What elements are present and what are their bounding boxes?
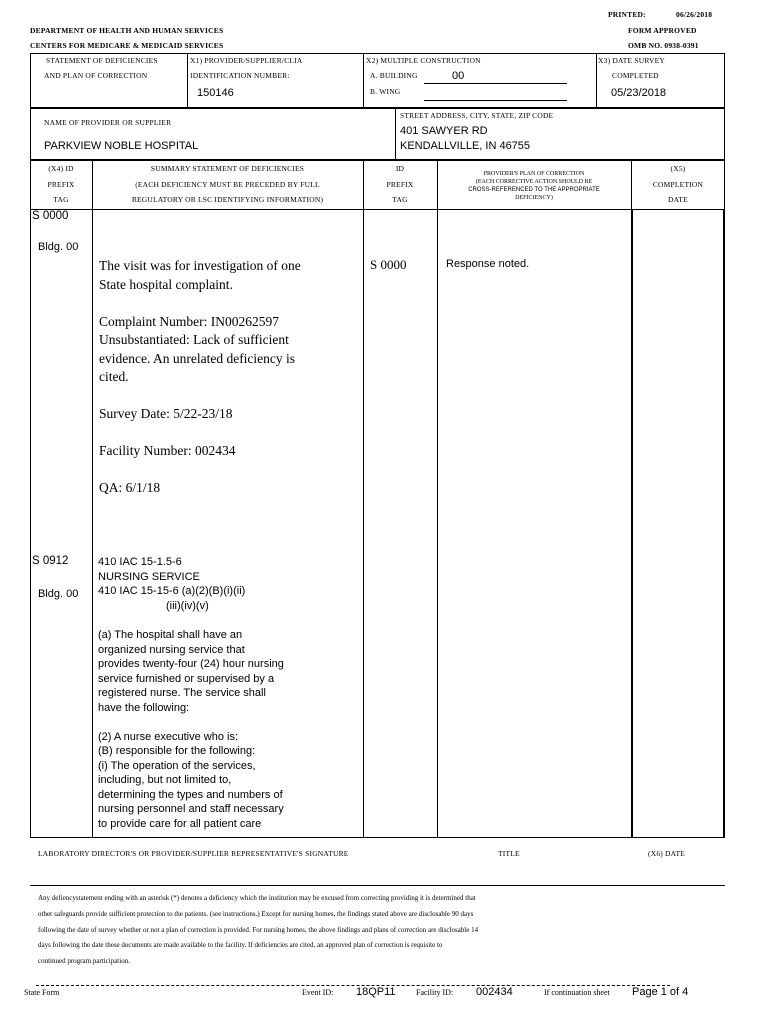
row1-prefix-tag: S 0000 [32, 210, 69, 222]
x3-label: X3) DATE SURVEY [598, 56, 665, 65]
survey-date-value: 05/23/2018 [611, 87, 667, 99]
col-plan-line2: (EACH CORRECTIVE ACTION SHOULD BE [475, 179, 593, 185]
address-label: STREET ADDRESS, CITY, STATE, ZIP CODE [400, 111, 554, 120]
address-line-1: 401 SAWYER RD [400, 125, 488, 137]
x3-sub-label: COMPLETED [612, 71, 659, 80]
building-label: A. BUILDING [370, 71, 418, 80]
title-label: TITLE [498, 849, 520, 858]
col-plan-line3: CROSS-REFERENCED TO THE APPROPRIATE [468, 187, 600, 193]
col-x4-line1: (X4) ID [48, 164, 74, 173]
printed-date: 06/26/2018 [676, 10, 713, 19]
col-x5-line3: DATE [668, 195, 688, 204]
facility-id-value: 002434 [476, 986, 513, 998]
x6-date-label: (X6) DATE [648, 849, 686, 858]
continuation-label: If continuation sheet [544, 988, 610, 997]
provider-name-label: NAME OF PROVIDER OR SUPPLIER [44, 118, 172, 127]
row2-regulation-indent: (iii)(iv)(v) [166, 600, 209, 612]
col-id-line1: ID [395, 164, 405, 173]
disclaimer-line-2: other safeguards provide sufficient protection to the patients. (see instructions.) Except for nursing homes, the findings stated above are disclosable 90 days [38, 910, 474, 918]
col-x5-line2: COMPLETION [652, 180, 704, 189]
row1-id-tag: S 0000 [370, 257, 407, 272]
row1-summary-text: The visit was for investigation of one State hospital complaint. Complaint Number: IN00262597 Unsubstantiated: Lack of sufficient evidence. An unrelated deficiency is cited. Survey Date: 5/22-23/18 Facility Number: 002434 QA: 6/1/18 [99, 258, 301, 495]
event-id-label: Event ID: [302, 988, 334, 997]
disclaimer-line-5: continued program participation. [38, 957, 130, 965]
x2-label: X2) MULTIPLE CONSTRUCTION [366, 56, 481, 65]
col-plan-line4: DEFICIENCY) [515, 195, 553, 201]
col-summary-line1: SUMMARY STATEMENT OF DEFICIENCIES [150, 164, 305, 173]
omb-number: OMB NO. 0938-0391 [628, 41, 699, 50]
col-id-line2: PREFIX [386, 180, 414, 189]
col-x5-line1: (X5) [670, 164, 686, 173]
disclaimer-line-4: days following the date these documents are made available to the facility. If deficiencies are cited, an approved plan of correction is requisite to [38, 941, 443, 949]
x1-sub-label: IDENTIFICATION NUMBER: [190, 71, 290, 80]
disclaimer-line-1: Any defiencystatement ending with an asterisk (*) denotes a deficiency which the institution may be excused from correcting providing it is determined that [38, 894, 476, 902]
statement-label-2: AND PLAN OF CORRECTION [44, 71, 148, 80]
page-number: Page 1 of 4 [632, 986, 689, 998]
col-summary-line3: REGULATORY OR LSC IDENTIFYING INFORMATION) [131, 195, 324, 204]
col-summary-line2: (EACH DEFICIENCY MUST BE PRECEDED BY FULL [135, 180, 320, 189]
row2-regulation-heading: 410 IAC 15-1.5-6 NURSING SERVICE 410 IAC 15-15-6 (a)(2)(B)(i)(ii) [98, 556, 246, 597]
provider-name-value: PARKVIEW NOBLE HOSPITAL [44, 140, 199, 152]
col-x4-line3: TAG [53, 195, 69, 204]
provider-box [30, 108, 725, 160]
row1-bldg: Bldg. 00 [38, 241, 79, 253]
x1-label: X1) PROVIDER/SUPPLIER/CLIA [190, 56, 303, 65]
provider-id-value: 150146 [197, 87, 234, 99]
row2-summary-text: (a) The hospital shall have an organized nursing service that provides twenty-four (24) hour nursing service furnished or supervised by a registered nurse. The service shall have the following: (2) A nurse executive who is: (B) responsible for the following: (i) The operation of the services, including, but not limited to, determining the types and numbers of nursing personnel and staff necessary to provide care for all patient care [98, 629, 284, 830]
disclaimer-line-3: following the date of survey whether or not a plan of correction is provided. For nursing homes, the above findings and plans of correction are disclosable 14 [38, 926, 479, 934]
row2-bldg: Bldg. 00 [38, 588, 79, 600]
address-line-2: KENDALLVILLE, IN 46755 [400, 140, 531, 152]
col-plan-line1: PROVIDER'S PLAN OF CORRECTION [483, 171, 585, 177]
row2-prefix-tag: S 0912 [32, 555, 69, 567]
department-title: DEPARTMENT OF HEALTH AND HUMAN SERVICES [30, 26, 224, 35]
event-id-value: 18QP11 [356, 986, 396, 998]
col-x4-line2: PREFIX [47, 180, 75, 189]
state-form-label: State Form [24, 988, 60, 997]
row1-plan-text: Response noted. [446, 258, 530, 270]
form-approved: FORM APPROVED [628, 26, 697, 35]
building-value: 00 [452, 70, 465, 82]
col-id-line3: TAG [392, 195, 408, 204]
facility-id-label: Facility ID: [416, 988, 454, 997]
centers-title: CENTERS FOR MEDICARE & MEDICAID SERVICES [30, 41, 224, 50]
signature-label: LABORATORY DIRECTOR'S OR PROVIDER/SUPPLIER REPRESENTATIVE'S SIGNATURE [38, 849, 349, 858]
printed-label: PRINTED: [608, 10, 646, 19]
statement-label-1: STATEMENT OF DEFICIENCIES [46, 56, 158, 65]
wing-label: B. WING [370, 87, 401, 96]
